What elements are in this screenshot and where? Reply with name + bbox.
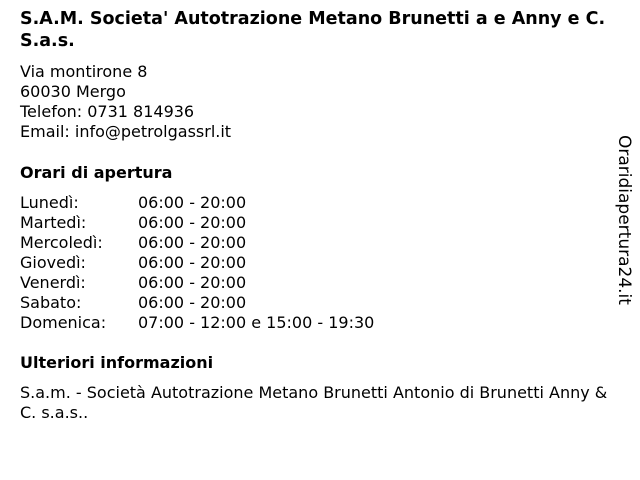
day-label: Venerdì: <box>20 273 86 292</box>
hours-row-saturday <box>20 293 610 313</box>
day-hours: 06:00 - 20:00 <box>138 213 247 232</box>
day-label: Mercoledì: <box>20 233 103 252</box>
day-hours: 06:00 - 20:00 <box>138 253 247 272</box>
hours-row-sunday <box>20 313 610 333</box>
day-label: Martedì: <box>20 213 87 232</box>
additional-info-heading: Ulteriori informazioni <box>20 353 214 372</box>
address-city: 60030 Mergo <box>20 82 126 101</box>
day-hours: 06:00 - 20:00 <box>138 293 247 312</box>
day-label: Sabato: <box>20 293 82 312</box>
business-card <box>20 8 610 423</box>
contact-block <box>20 62 610 142</box>
opening-hours-heading: Orari di apertura <box>20 163 173 182</box>
day-hours: 06:00 - 20:00 <box>138 193 247 212</box>
address-street: Via montirone 8 <box>20 62 148 81</box>
day-label: Giovedì: <box>20 253 86 272</box>
day-label: Domenica: <box>20 313 107 332</box>
hours-row-tuesday <box>20 213 610 233</box>
day-hours: 06:00 - 20:00 <box>138 233 247 252</box>
day-label: Lunedì: <box>20 193 79 212</box>
opening-hours-table <box>20 193 610 333</box>
hours-row-thursday <box>20 253 610 273</box>
hours-row-friday <box>20 273 610 293</box>
brand-watermark: Oraridiapertura24.it <box>614 135 634 305</box>
phone-number: Telefon: 0731 814936 <box>20 102 195 121</box>
day-hours: 07:00 - 12:00 e 15:00 - 19:30 <box>138 313 375 332</box>
day-hours: 06:00 - 20:00 <box>138 273 247 292</box>
hours-row-monday <box>20 193 610 213</box>
hours-row-wednesday <box>20 233 610 253</box>
business-name: S.A.M. Societa' Autotrazione Metano Brunetti a e Anny e C. S.a.s. <box>20 9 606 51</box>
email-address: Email: info@petrolgassrl.it <box>20 122 232 141</box>
additional-info-text: S.a.m. - Società Autotrazione Metano Brunetti Antonio di Brunetti Anny & C. s.a.s.. <box>20 383 608 422</box>
